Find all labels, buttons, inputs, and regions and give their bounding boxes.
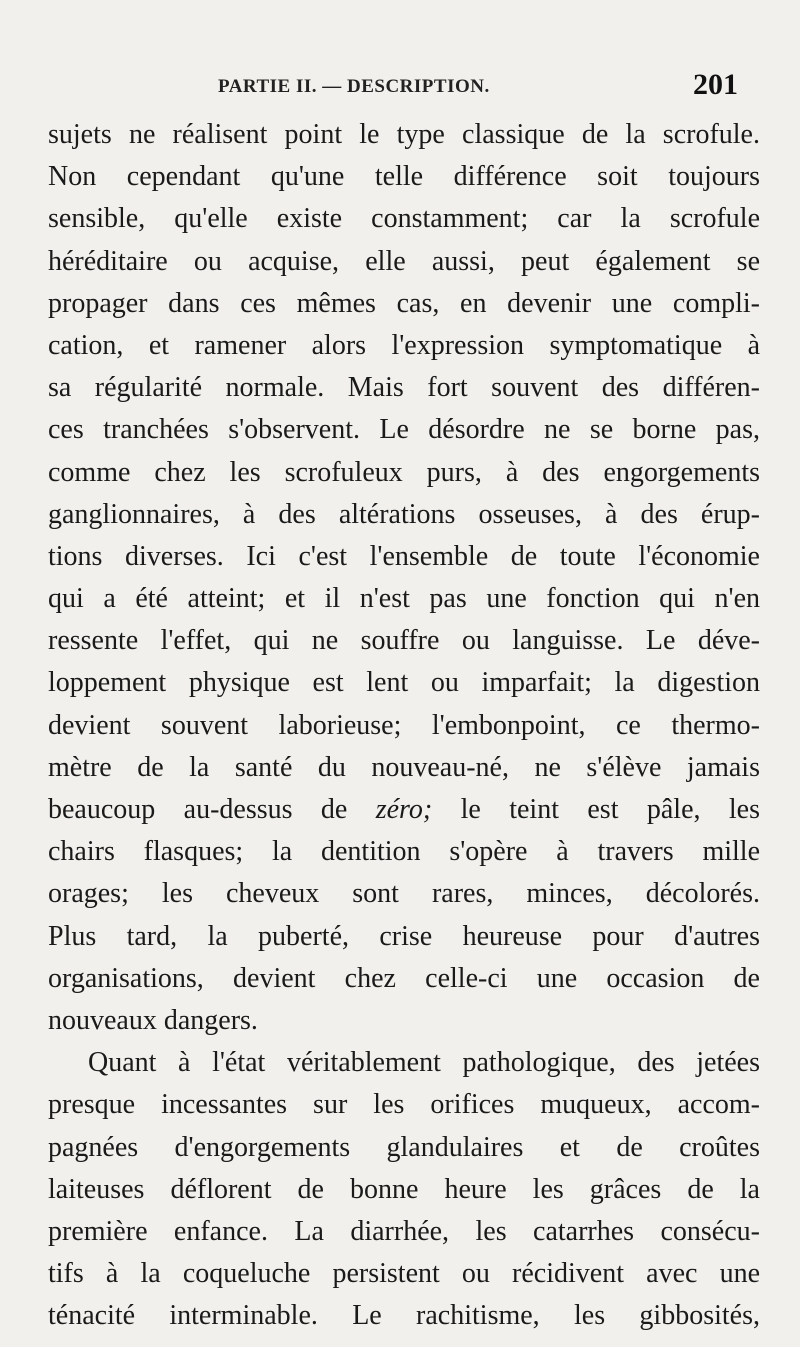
paragraph-1	[48, 114, 760, 1042]
text-line: tions diverses. Ici c'est l'ensemble de toute l'économie	[48, 540, 760, 572]
text-line: ténacité interminable. Le rachitisme, les gibbosités,	[48, 1300, 760, 1332]
text-line: Non cependant qu'une telle différence soit toujours	[48, 161, 760, 193]
text-line: tifs à la coqueluche persistent ou récidivent avec une	[48, 1258, 760, 1290]
paragraph-2	[48, 1042, 760, 1337]
text-line: loppement physique est lent ou imparfait; la digestion	[48, 667, 760, 699]
text-line: héréditaire ou acquise, elle aussi, peut également se	[48, 245, 760, 277]
text-line: comme chez les scrofuleux purs, à des engorgements	[48, 456, 760, 488]
text-line: pagnées d'engorgements glandulaires et de croûtes	[48, 1131, 760, 1163]
running-head-title: PARTIE II. — DESCRIPTION.	[218, 76, 490, 97]
italic-word: zéro;	[375, 794, 433, 825]
text-line: laiteuses déflorent de bonne heure les grâces de la	[48, 1173, 760, 1205]
text-line: cation, et ramener alors l'expression symptomatique à	[48, 329, 760, 361]
running-head	[48, 68, 738, 108]
page-number: 201	[693, 68, 738, 101]
text-line: ces tranchées s'observent. Le désordre ne se borne pas,	[48, 414, 760, 446]
text-line: organisations, devient chez celle-ci une occasion de	[48, 962, 760, 994]
text-line: presque incessantes sur les orifices muqueux, accom-	[48, 1089, 760, 1121]
text-line: Quant à l'état véritablement pathologique, des jetées	[88, 1047, 760, 1079]
body-text	[48, 114, 760, 1337]
text-line: devient souvent laborieuse; l'embonpoint, ce thermo-	[48, 709, 760, 741]
text-line: propager dans ces mêmes cas, en devenir une compli-	[48, 287, 760, 319]
text-line: Plus tard, la puberté, crise heureuse pour d'autres	[48, 920, 760, 952]
text-line: nouveaux dangers.	[48, 1004, 258, 1036]
text-line: beaucoup au-dessus de zéro; le teint est pâle, les	[48, 794, 760, 825]
text-line: mètre de la santé du nouveau-né, ne s'élève jamais	[48, 751, 760, 783]
text-line: sujets ne réalisent point le type classique de la scrofule.	[48, 119, 760, 150]
text-line: chairs flasques; la dentition s'opère à travers mille	[48, 836, 760, 868]
text-line: ganglionnaires, à des altérations osseuses, à des érup-	[48, 498, 760, 530]
text-line: orages; les cheveux sont rares, minces, décolorés.	[48, 878, 760, 910]
text-line: sa régularité normale. Mais fort souvent des différen-	[48, 372, 760, 404]
text-line: ressente l'effet, qui ne souffre ou languisse. Le déve-	[48, 625, 760, 657]
text-line: première enfance. La diarrhée, les catarrhes consécu-	[48, 1215, 760, 1247]
text-line: qui a été atteint; et il n'est pas une fonction qui n'en	[48, 583, 760, 615]
text-line: sensible, qu'elle existe constamment; car la scrofule	[48, 203, 760, 235]
